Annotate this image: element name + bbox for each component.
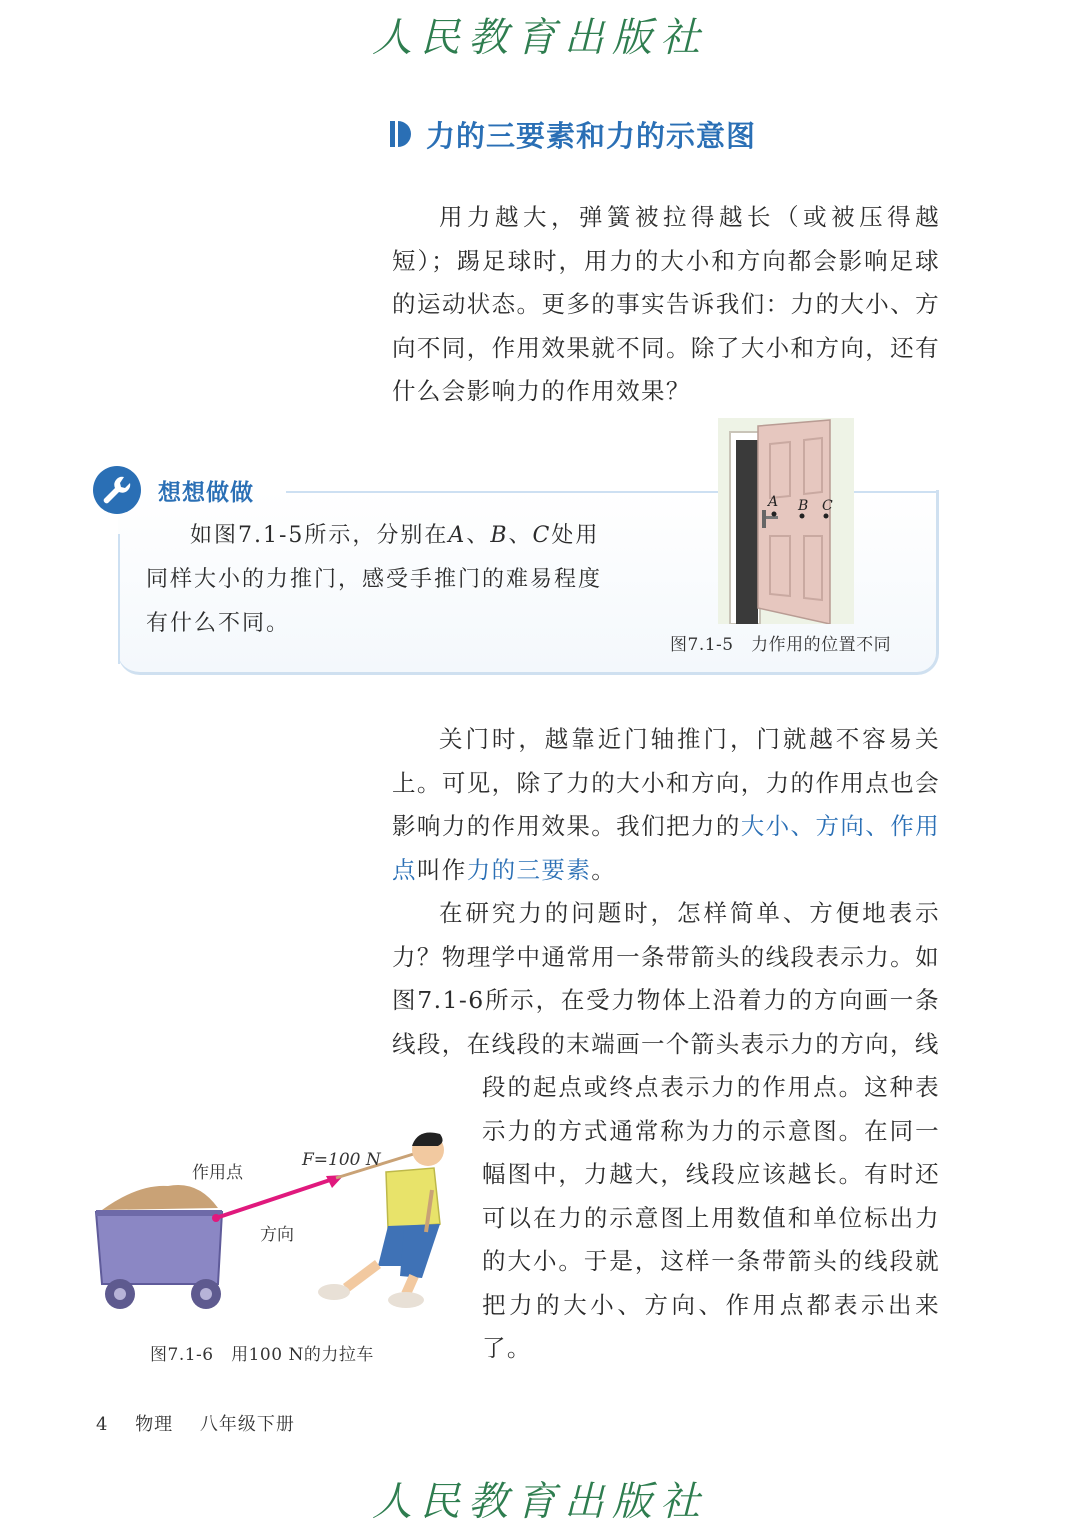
figure-7-1-6-caption: 图7.1-6 用100 N的力拉车 xyxy=(150,1345,374,1365)
footer-subject: 物理 xyxy=(135,1414,174,1435)
label-force-value: F=100 N xyxy=(302,1150,381,1170)
paragraph2-middle: 叫作 xyxy=(416,855,467,884)
activity-text-before: 如图7.1-5所示，分别在 xyxy=(190,523,449,548)
footer-grade: 八年级下册 xyxy=(199,1414,295,1435)
paragraph-intro: 用力越大，弹簧被拉得越长（或被压得越短）；踢足球时，用力的大小和方向都会影响足球的运动状态。更多的事实告诉我们：力的大小、方向不同，作用效果就不同。除了大小和方向，还有什么会影响力的作用效果？ xyxy=(392,203,940,405)
door-label-a: A xyxy=(768,494,779,510)
section-heading xyxy=(390,112,756,156)
figure-7-1-5-caption: 图7.1-5 力作用的位置不同 xyxy=(670,635,892,655)
wrench-icon xyxy=(93,466,141,514)
activity-text-after: 处用同样大小的力推门，感受手推门的难易程度有什么不同。 xyxy=(146,523,603,636)
paragraph-three-elements xyxy=(392,718,940,892)
page-footer xyxy=(96,1410,295,1436)
door-label-c: C xyxy=(822,498,833,514)
separator: 、 xyxy=(466,523,491,548)
point-b: B xyxy=(490,523,509,548)
section-title: 力的三要素和力的示意图 xyxy=(426,118,757,153)
cart-pulling-illustration xyxy=(88,1128,458,1318)
separator: 、 xyxy=(508,523,533,548)
activity-title: 想想做做 xyxy=(158,480,254,506)
publisher-logo-top: 人民教育出版社 xyxy=(372,15,708,61)
paragraph2-before: 关门时，越靠近门轴推门，门就越不容易关上。可见，除了力的大小和方向，力的作用点也会影响力的作用效果。我们把力的 xyxy=(392,725,940,840)
point-c: C xyxy=(532,523,552,548)
highlight-three-elements-term: 力的三要素 xyxy=(466,855,592,884)
page-number: 4 xyxy=(96,1414,109,1435)
door-illustration xyxy=(718,418,854,624)
highlight-three-elements-list: 大小、方向、作用点 xyxy=(392,812,940,884)
activity-border-left xyxy=(118,534,120,664)
paragraph2-after: 。 xyxy=(591,855,617,884)
label-point-of-action: 作用点 xyxy=(192,1163,243,1183)
section-marker-icon xyxy=(390,121,412,147)
paragraph-force-diagram: 在研究力的问题时，怎样简单、方便地表示力？物理学中通常用一条带箭头的线段表示力。如图7.1-6所示，在受力物体上沿着力的方向画一条线段，在线段的末端画一个箭头表示力的方向，线 xyxy=(392,899,940,1058)
point-a: A xyxy=(448,523,467,548)
paragraph-force-diagram-cont: 段的起点或终点表示力的作用点。这种表示力的方式通常称为力的示意图。在同一幅图中，力越大，线段应该越长。有时还可以在力的示意图上用数值和单位标出力的大小。于是，这样一条带箭头的线段就把力的大小、方向、作用点都表示出来了。 xyxy=(482,1073,940,1362)
door-label-b: B xyxy=(798,498,809,514)
activity-text xyxy=(146,514,620,646)
label-direction: 方向 xyxy=(260,1225,294,1245)
publisher-logo-bottom: 人民教育出版社 xyxy=(372,1479,708,1525)
